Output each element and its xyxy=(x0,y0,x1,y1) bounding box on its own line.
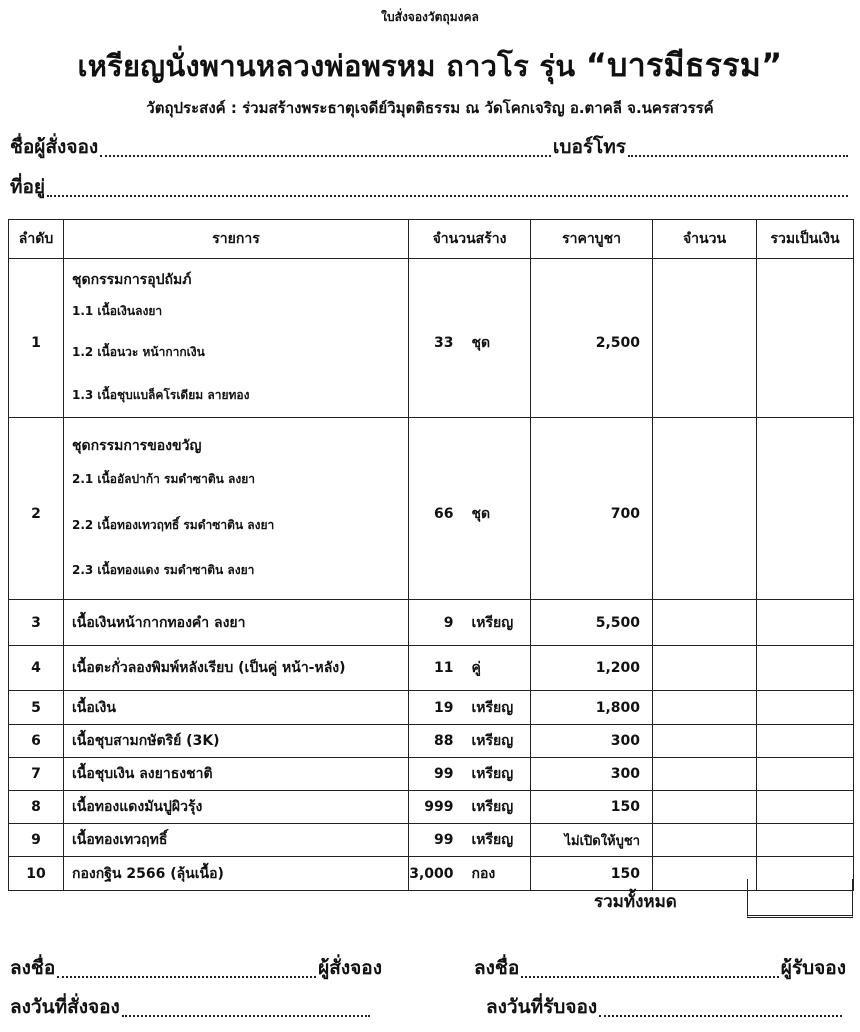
row-price: 5,500 xyxy=(531,600,653,646)
table-row xyxy=(9,758,854,791)
address-field[interactable] xyxy=(47,194,848,197)
row-qty-cell[interactable] xyxy=(653,725,757,758)
table-row xyxy=(9,691,854,725)
row-name: เนื้อเงินหน้ากากทองคำ ลงยา xyxy=(64,600,409,646)
orderer-signature-field[interactable] xyxy=(57,975,316,978)
row-qty-cell[interactable] xyxy=(653,791,757,824)
row-made: 66 xyxy=(434,505,454,522)
row-total-cell[interactable] xyxy=(757,646,854,691)
row-unit: เหรียญ xyxy=(466,791,531,824)
row-unit: กอง xyxy=(466,857,531,891)
row-sub-item: 2.2 เนื้อทองเทวฤทธิ์ รมดำซาติน ลงยา xyxy=(72,518,275,532)
row-made: 99 xyxy=(409,758,466,791)
form-top-note: ใบสั่งจองวัตถุมงคล xyxy=(381,10,479,24)
orderer-label: ผู้สั่งจอง xyxy=(318,957,382,979)
row-total-cell[interactable] xyxy=(757,259,854,418)
row-qty-cell[interactable] xyxy=(653,646,757,691)
row-sub-item: 2.1 เนื้ออัลปาก้า รมดำซาติน ลงยา xyxy=(72,472,255,486)
header-price: ราคาบูชา xyxy=(531,220,653,259)
row-name: เนื้อตะกั่วลองพิมพ์หลังเรียบ (เป็นคู่ หน้า-หลัง) xyxy=(64,646,409,691)
grand-total-field[interactable] xyxy=(747,879,853,918)
row-name: เนื้อชุบเงิน ลงยาธงชาติ xyxy=(64,758,409,791)
address-row xyxy=(10,172,850,202)
row-made: 99 xyxy=(409,824,466,857)
title-text: เหรียญนั่งพานหลวงพ่อพรหม ถาวโร รุ่น xyxy=(77,49,576,83)
header-item: รายการ xyxy=(64,220,409,259)
row-unit: เหรียญ xyxy=(466,758,531,791)
row-total-cell[interactable] xyxy=(757,725,854,758)
row-no: 8 xyxy=(9,791,64,824)
row-unit: เหรียญ xyxy=(466,691,531,725)
row-name: เนื้อชุบสามกษัตริย์ (3K) xyxy=(64,725,409,758)
row-no: 9 xyxy=(9,824,64,857)
row-unit: ชุด xyxy=(471,335,491,351)
grand-total-label: รวมทั้งหมด xyxy=(594,892,677,912)
name-field[interactable] xyxy=(100,154,551,157)
row-made: 9 xyxy=(409,600,466,646)
header-total: รวมเป็นเงิน xyxy=(757,220,854,259)
purpose-text: วัตถุประสงค์ : ร่วมสร้างพระธาตุเจดีย์วิมุตติธรรม ณ วัดโคกเจริญ อ.ตาคลี จ.นครสวรรค์ xyxy=(146,99,714,117)
receive-date-field[interactable] xyxy=(599,1014,842,1017)
row-qty-cell[interactable] xyxy=(653,600,757,646)
row-no: 3 xyxy=(9,600,64,646)
row-unit: ชุด xyxy=(471,505,491,522)
row-qty-cell[interactable] xyxy=(653,857,757,891)
row-made: 88 xyxy=(409,725,466,758)
row-no: 7 xyxy=(9,758,64,791)
row-price: 150 xyxy=(531,791,653,824)
order-table xyxy=(8,219,854,891)
table-row xyxy=(9,824,854,857)
orderer-signature-row xyxy=(10,953,382,983)
row-sub-item: 2.3 เนื้อทองแดง รมดำซาติน ลงยา xyxy=(72,563,255,577)
table-row xyxy=(9,259,854,418)
row-no: 4 xyxy=(9,646,64,691)
row-unit: เหรียญ xyxy=(466,725,531,758)
row-price: 1,200 xyxy=(531,646,653,691)
phone-label: เบอร์โทร xyxy=(552,136,626,158)
receiver-signature-row xyxy=(474,953,846,983)
title-edition: บารมีธรรม xyxy=(607,46,762,84)
row-qty-cell[interactable] xyxy=(653,758,757,791)
order-date-row xyxy=(10,992,372,1022)
row-made: 33 xyxy=(434,335,454,351)
receiver-sign-label: ลงชื่อ xyxy=(474,957,520,979)
name-phone-row xyxy=(10,132,850,162)
orderer-sign-label: ลงชื่อ xyxy=(10,957,56,979)
row-name: เนื้อทองเทวฤทธิ์ xyxy=(64,824,409,857)
row-qty-cell[interactable] xyxy=(653,824,757,857)
address-label: ที่อยู่ xyxy=(10,176,46,198)
row-name: ชุดกรรมการของขวัญ xyxy=(72,437,202,454)
row-price: 300 xyxy=(531,758,653,791)
row-sub-item: 1.1 เนื้อเงินลงยา xyxy=(72,303,163,318)
row-no: 6 xyxy=(9,725,64,758)
row-qty-cell[interactable] xyxy=(653,259,757,418)
row-price: 300 xyxy=(531,725,653,758)
row-price: 1,800 xyxy=(531,691,653,725)
row-name: เนื้อทองแดงมันปูผิวรุ้ง xyxy=(64,791,409,824)
receive-date-row xyxy=(486,992,844,1022)
header-no: ลำดับ xyxy=(9,220,64,259)
header-qty: จำนวน xyxy=(653,220,757,259)
table-row xyxy=(9,646,854,691)
row-sub-item: 1.2 เนื้อนวะ หน้ากากเงิน xyxy=(72,344,205,359)
order-date-label: ลงวันที่สั่งจอง xyxy=(10,996,120,1018)
row-no: 10 xyxy=(9,857,64,891)
phone-field[interactable] xyxy=(628,154,848,157)
table-row xyxy=(9,791,854,824)
row-sub-item: 1.3 เนื้อชุบแบล็คโรเดียม ลายทอง xyxy=(72,387,250,402)
order-date-field[interactable] xyxy=(122,1014,370,1017)
table-header-row xyxy=(9,220,854,259)
row-name: กองกฐิน 2566 (ลุ้นเนื้อ) xyxy=(64,857,409,891)
row-qty-cell[interactable] xyxy=(653,691,757,725)
row-total-cell[interactable] xyxy=(757,824,854,857)
row-total-cell[interactable] xyxy=(757,758,854,791)
row-unit: เหรียญ xyxy=(466,600,531,646)
row-total-cell[interactable] xyxy=(757,791,854,824)
row-total-cell[interactable] xyxy=(757,418,854,600)
row-made: 999 xyxy=(409,791,466,824)
table-row xyxy=(9,725,854,758)
row-price: 150 xyxy=(531,857,653,891)
row-price: 700 xyxy=(610,505,641,522)
receiver-signature-field[interactable] xyxy=(521,975,779,978)
row-made: 19 xyxy=(409,691,466,725)
receiver-label: ผู้รับจอง xyxy=(780,957,846,979)
row-made: 11 xyxy=(409,646,466,691)
row-unit: คู่ xyxy=(466,646,531,691)
row-no: 5 xyxy=(9,691,64,725)
row-price: ไม่เปิดให้บูชา xyxy=(531,824,653,857)
row-qty-cell[interactable] xyxy=(653,418,757,600)
row-total-cell[interactable] xyxy=(757,600,854,646)
name-label: ชื่อผู้สั่งจอง xyxy=(10,136,99,158)
row-made: 3,000 xyxy=(409,857,466,891)
row-no: 2 xyxy=(31,505,41,522)
page-title: เหรียญนั่งพานหลวงพ่อพรหม ถาวโร รุ่น “บารมีธรรม” xyxy=(77,46,783,84)
table-row xyxy=(9,857,854,891)
header-made: จำนวนสร้าง xyxy=(409,220,531,259)
row-price: 2,500 xyxy=(595,335,641,351)
row-total-cell[interactable] xyxy=(757,691,854,725)
receive-date-label: ลงวันที่รับจอง xyxy=(486,996,598,1018)
row-no: 1 xyxy=(31,335,41,351)
table-row xyxy=(9,418,854,600)
row-name: ชุดกรรมการอุปถัมภ์ xyxy=(72,272,192,288)
table-row xyxy=(9,600,854,646)
row-unit: เหรียญ xyxy=(466,824,531,857)
row-name: เนื้อเงิน xyxy=(64,691,409,725)
